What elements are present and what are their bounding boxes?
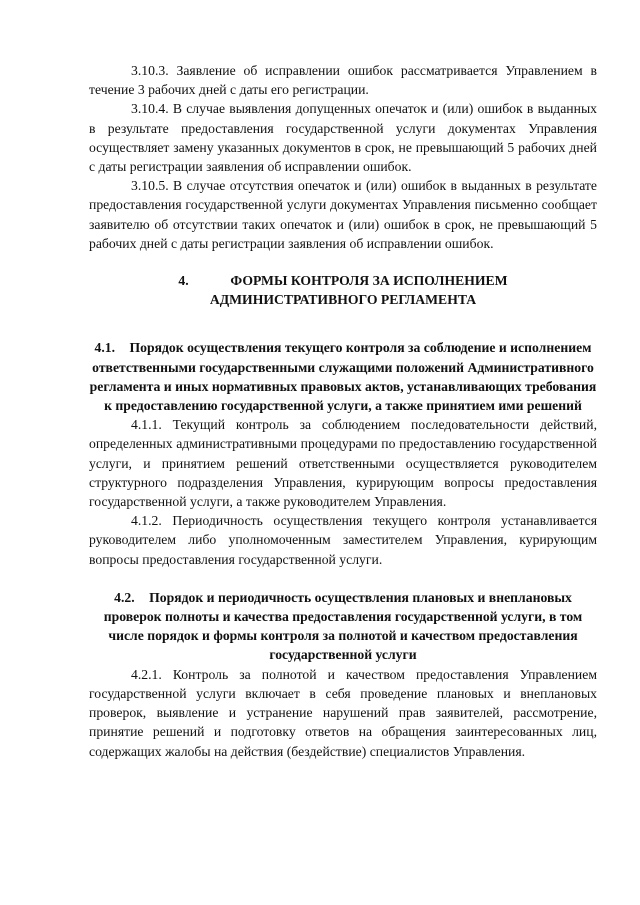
section-4-title-line2: АДМИНИСТРАТИВНОГО РЕГЛАМЕНТА <box>209 292 477 308</box>
subsection-4-2-number: 4.2. <box>114 589 135 605</box>
document-page <box>89 61 597 761</box>
subsection-4-1-heading <box>89 338 597 415</box>
subsection-4-1-title: Порядок осуществления текущего контроля за соблюдение и исполнением ответственными государственными служащими положений Административного регламента и иных нормативных правовых актов, устанавливающих требования к предоставлению государственной услуги, а также принятием ими решений <box>89 340 597 414</box>
paragraph-3-10-5: 3.10.5. В случае отсутствия опечаток и (или) ошибок в выданных в результате предоставления государственной услуги документах Управления письменно сообщает заявителю об отсутствии таких опечаток и (или) ошибок в срок, не превышающий 5 рабочих дней с даты регистрации заявления об исправлении ошибок. <box>89 178 597 251</box>
paragraph-4-2-1: 4.2.1. Контроль за полнотой и качеством предоставления Управлением государственной услуги включает в себя проведение плановых и внеплановых проверок, выявление и устранение нарушений прав заявителей, рассмотрение, принятие решений и подготовку ответов на обращения заинтересованных лиц, содержащих жалобы на действия (бездействие) специалистов Управления. <box>89 666 597 759</box>
section-4-number: 4. <box>178 273 189 289</box>
paragraph-3-10-4: 3.10.4. В случае выявления допущенных опечаток и (или) ошибок в выданных в результате предоставления государственной услуги документах Управления осуществляет замену указанных документов в срок, не превышающий 5 рабочих дней с даты регистрации заявления об исправлении ошибок. <box>89 101 597 175</box>
paragraph-4-1-2: 4.1.2. Периодичность осуществления текущего контроля устанавливается руководителем либо уполномоченным заместителем Управления, курирующим вопросы предоставления государственной услуги. <box>89 513 597 567</box>
paragraph-4-1-1: 4.1.1. Текущий контроль за соблюдением последовательности действий, определенных административными процедурами по предоставлению государственной услуги, и принятием решений ответственными осуществляется руководителем структурного подразделения Управления, курирующим вопросы предоставления государственной услуги, а также руководителем Управления. <box>89 417 597 510</box>
subsection-4-1-number: 4.1. <box>94 340 116 356</box>
section-4-heading <box>89 271 597 309</box>
subsection-4-2-heading <box>89 588 597 665</box>
section-4-title-line1: ФОРМЫ КОНТРОЛЯ ЗА ИСПОЛНЕНИЕМ <box>230 273 508 289</box>
subsection-4-2-title: Порядок и периодичность осуществления плановых и внеплановых проверок полноты и качества предоставления государственной услуги, в том числе порядок и формы контроля за полнотой и качеством предоставления государственной услуги <box>103 589 583 663</box>
paragraph-3-10-3: 3.10.3. Заявление об исправлении ошибок рассматривается Управлением в течение 3 рабочих дней с даты его регистрации. <box>89 63 597 98</box>
